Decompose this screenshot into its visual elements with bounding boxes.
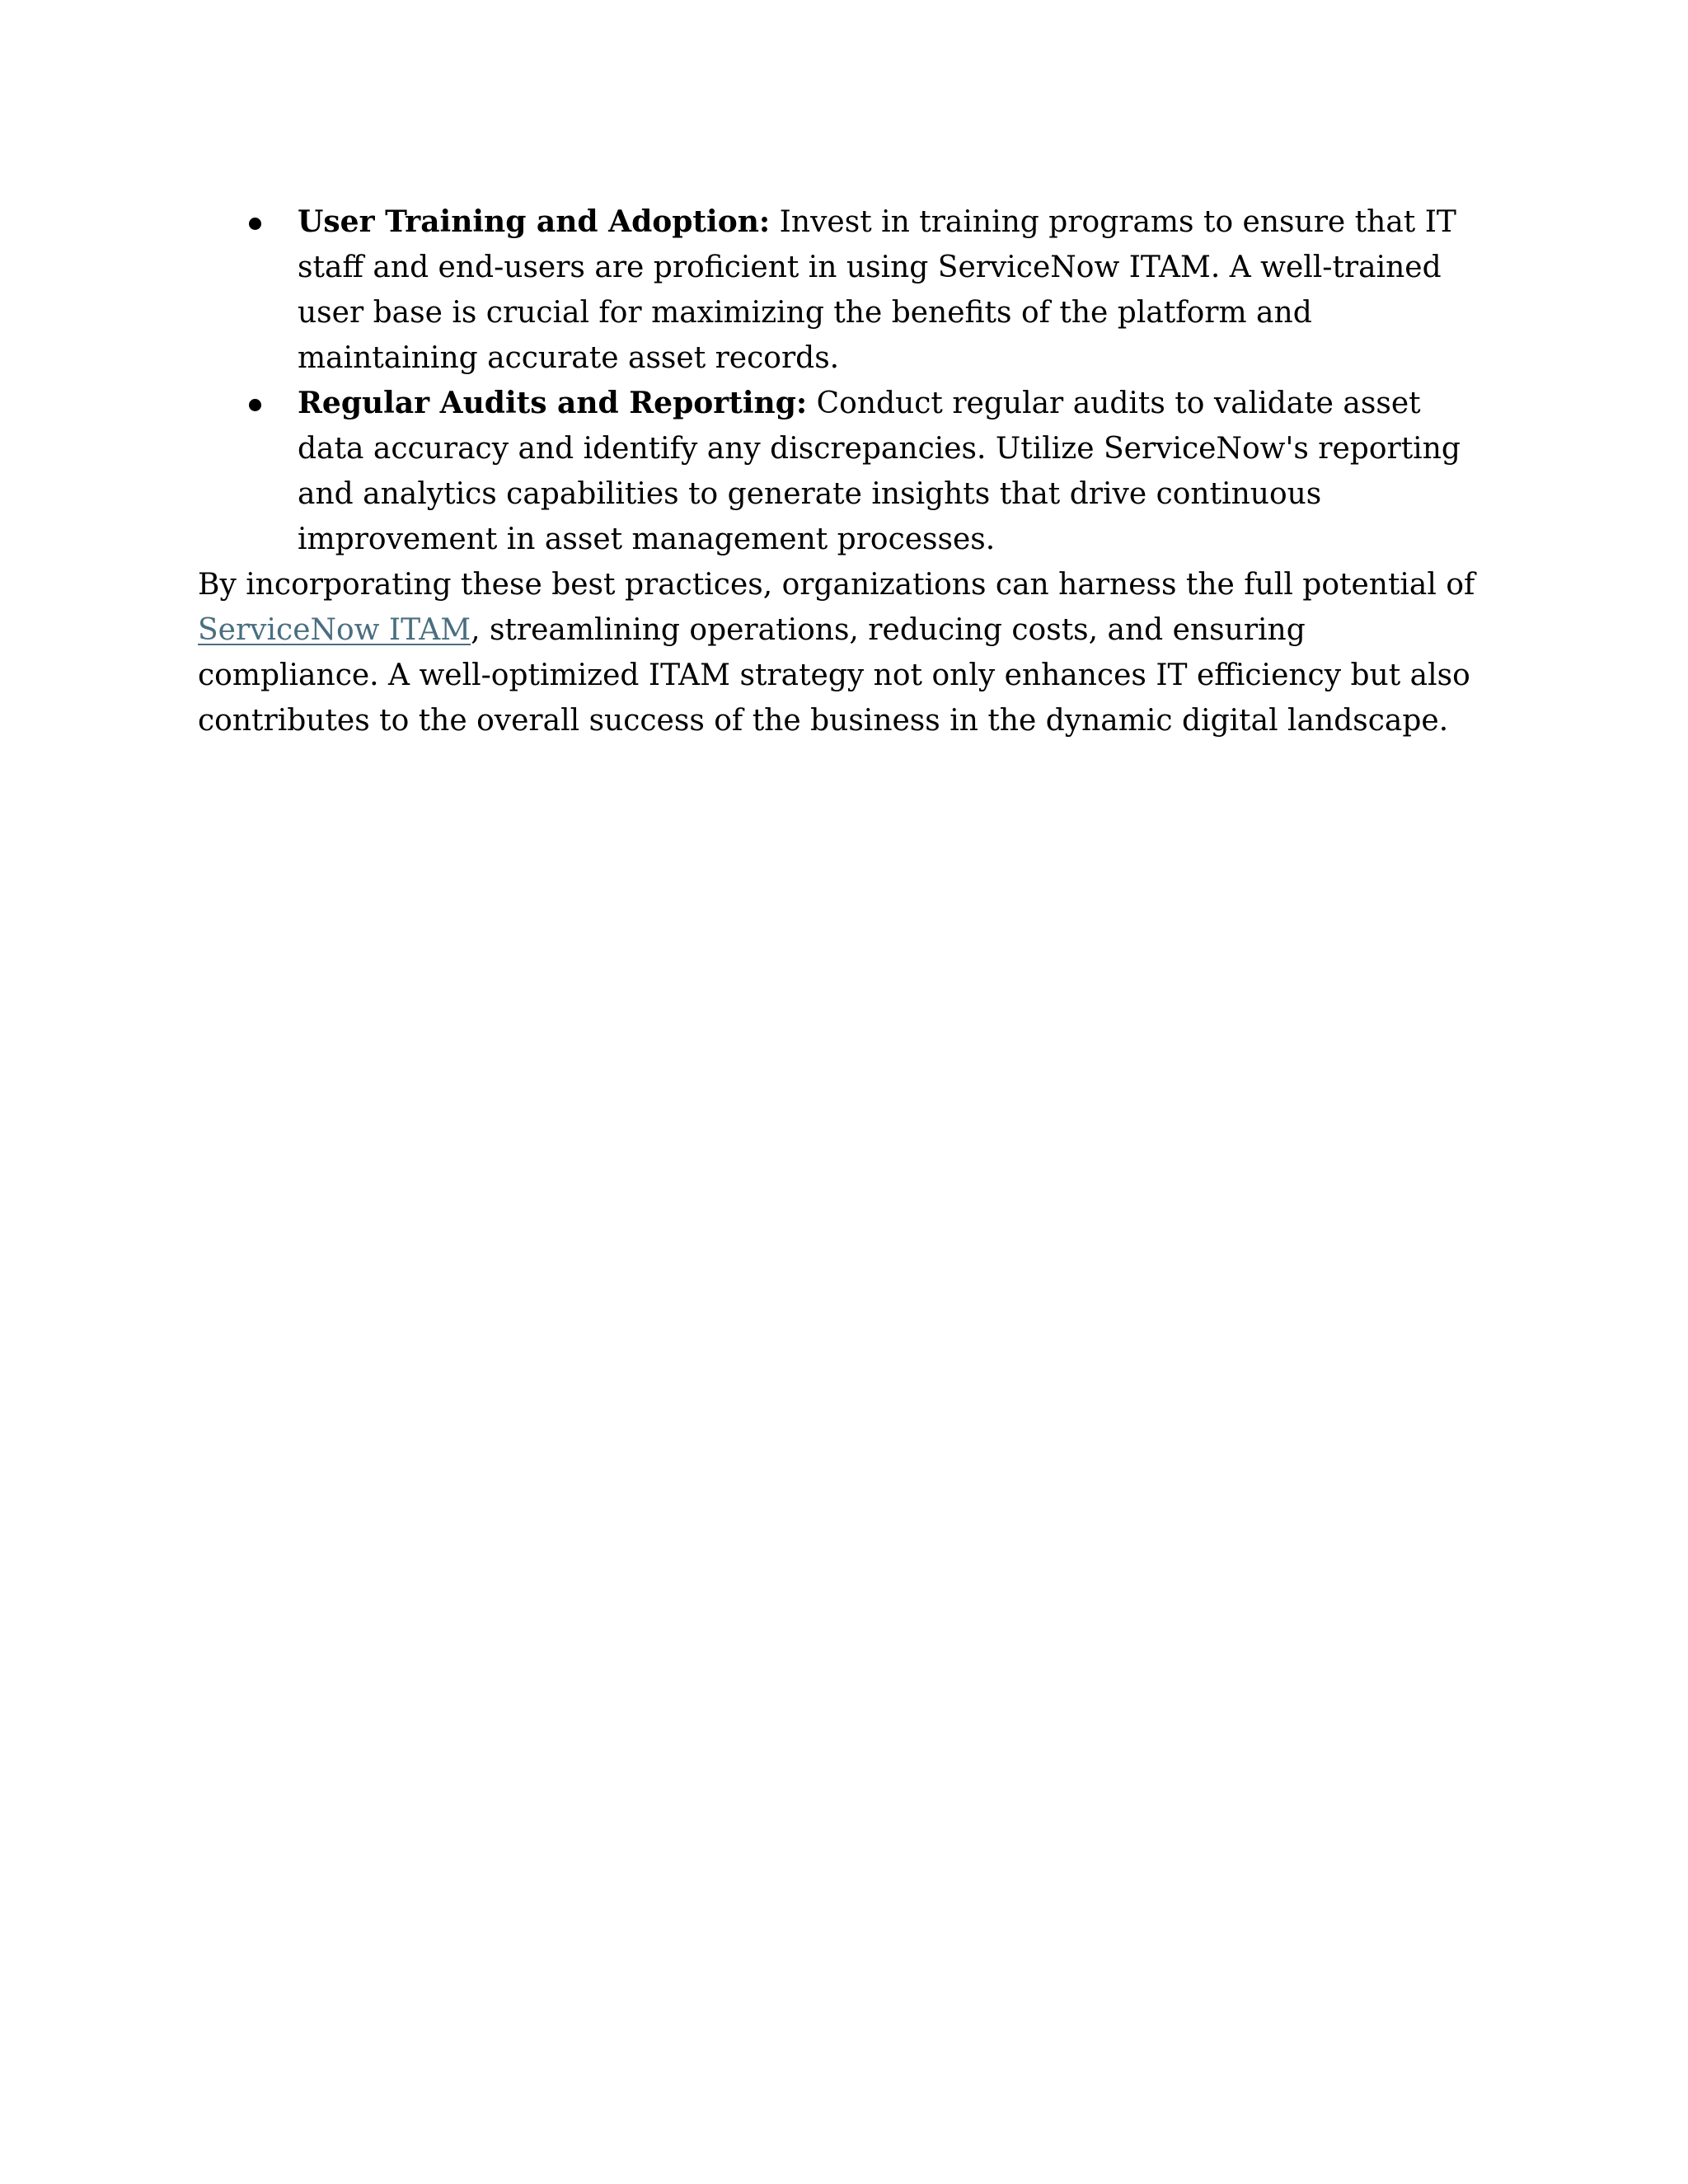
page-content [198, 199, 1484, 743]
bullet-heading: User Training and Adoption: [298, 204, 771, 239]
servicenow-itam-link[interactable]: ServiceNow ITAM [198, 613, 471, 647]
list-item-regular-audits [198, 381, 1484, 562]
bullet-icon [249, 399, 261, 411]
list-item-user-training [198, 199, 1484, 381]
closing-paragraph [198, 562, 1484, 743]
closing-text-start: By incorporating these best practices, organizations can harness the full potential of [198, 568, 1475, 602]
bullet-icon [249, 218, 261, 230]
bullet-text: Conduct regular audits to validate asset data accuracy and identify any discrepancies. Utilize ServiceNow's reporting and analytics capabilities to generate insights that drive continuous improvement in asset management processes. [298, 387, 1461, 556]
best-practices-list [198, 199, 1484, 562]
closing-text-end: , streamlining operations, reducing costs, and ensuring compliance. A well-optimized ITAM strategy not only enhances IT efficiency but also contributes to the overall success of the business in the dynamic digital landscape. [198, 613, 1470, 738]
bullet-heading: Regular Audits and Reporting: [298, 386, 808, 420]
bullet-text: Invest in training programs to ensure that IT staff and end-users are proficient in using ServiceNow ITAM. A well-trained user base is crucial for maximizing the benefits of the platform and maintaining accurate asset records. [298, 205, 1456, 375]
